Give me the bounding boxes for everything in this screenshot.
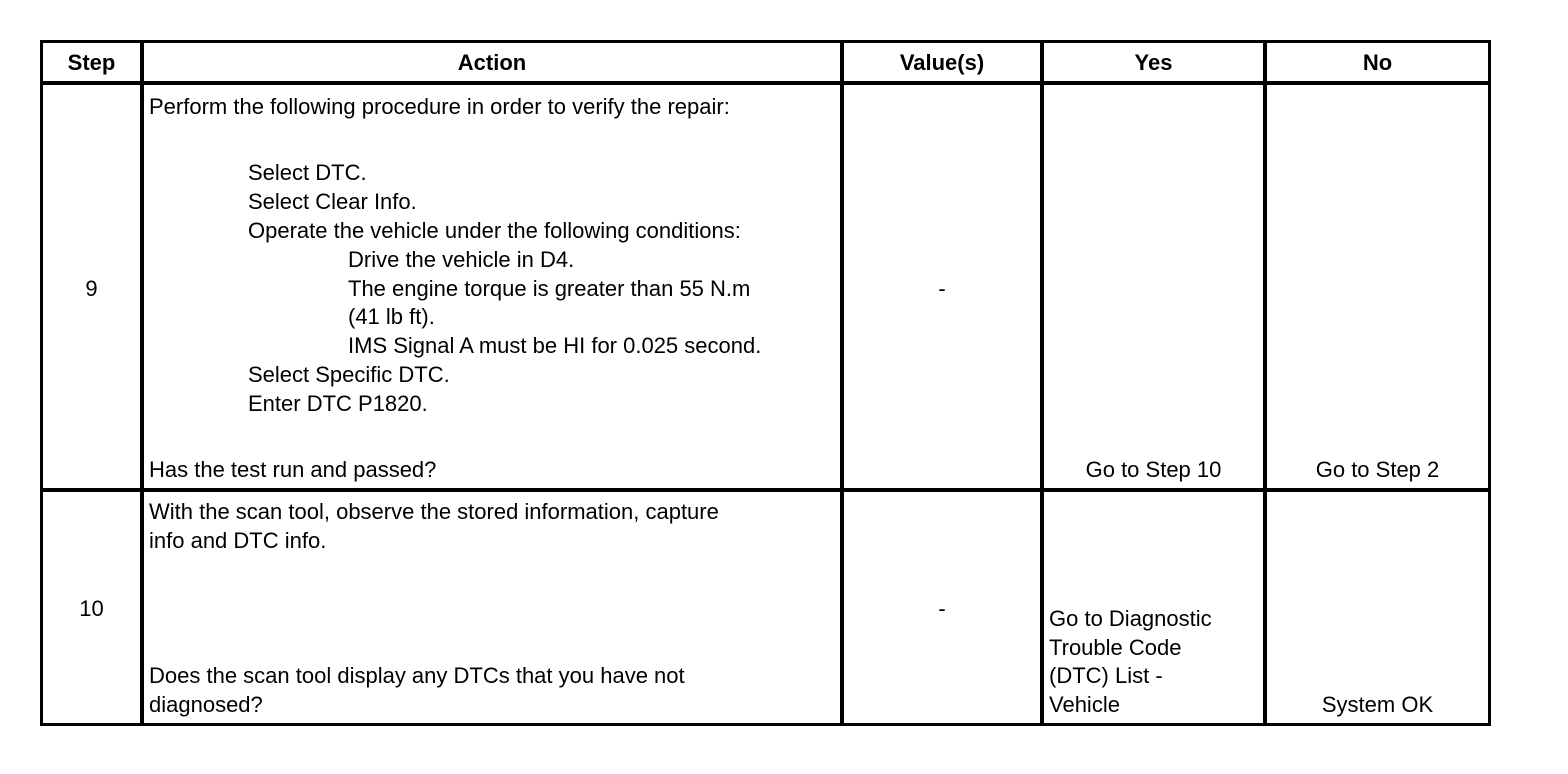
row-9-action-intro: Perform the following procedure in order to verify the repair: — [149, 94, 730, 119]
row-9-yes-link[interactable]: Go to Step 10 — [1085, 457, 1222, 482]
row-9-no-link[interactable]: Go to Step 2 — [1315, 457, 1440, 482]
header-no: No — [1362, 50, 1393, 75]
row-9-condition: IMS Signal A must be HI for 0.025 second. — [348, 333, 762, 358]
column-divider-action — [840, 40, 844, 726]
row-10-no-result: System OK — [1321, 692, 1434, 717]
row-9-question: Has the test run and passed? — [149, 457, 437, 482]
row-9-condition: The engine torque is greater than 55 N.m — [348, 276, 751, 301]
row-10-step: 10 — [79, 596, 104, 621]
row-9-action-line: Enter DTC P1820. — [248, 391, 428, 416]
row-9-condition: (41 lb ft). — [348, 304, 435, 329]
row-10-action-intro: With the scan tool, observe the stored information, capture — [149, 499, 719, 524]
row-9-condition: Drive the vehicle in D4. — [348, 247, 575, 272]
header-step: Step — [67, 50, 116, 75]
header-divider — [40, 81, 1491, 85]
column-divider-yes — [1263, 40, 1267, 726]
row-10-question: Does the scan tool display any DTCs that you have not — [149, 663, 685, 688]
header-action: Action — [457, 50, 527, 75]
row-9-step: 9 — [85, 276, 98, 301]
row-10-yes-link[interactable]: Go to Diagnostic — [1049, 606, 1212, 631]
row-10-yes-link[interactable]: (DTC) List - — [1049, 663, 1163, 688]
header-yes: Yes — [1134, 50, 1173, 75]
row-divider — [40, 488, 1491, 492]
row-10-values: - — [938, 596, 946, 621]
row-10-action-intro: info and DTC info. — [149, 528, 327, 553]
row-9-action-line: Select Specific DTC. — [248, 362, 450, 387]
row-9-action-line: Operate the vehicle under the following conditions: — [248, 218, 741, 243]
row-10-yes-link[interactable]: Trouble Code — [1049, 635, 1182, 660]
header-values: Value(s) — [899, 50, 985, 75]
row-9-action-line: Select Clear Info. — [248, 189, 417, 214]
row-9-values: - — [938, 276, 946, 301]
column-divider-step — [140, 40, 144, 726]
column-divider-values — [1040, 40, 1044, 726]
row-10-yes-link[interactable]: Vehicle — [1049, 692, 1120, 717]
row-9-action-line: Select DTC. — [248, 160, 367, 185]
row-10-question: diagnosed? — [149, 692, 263, 717]
